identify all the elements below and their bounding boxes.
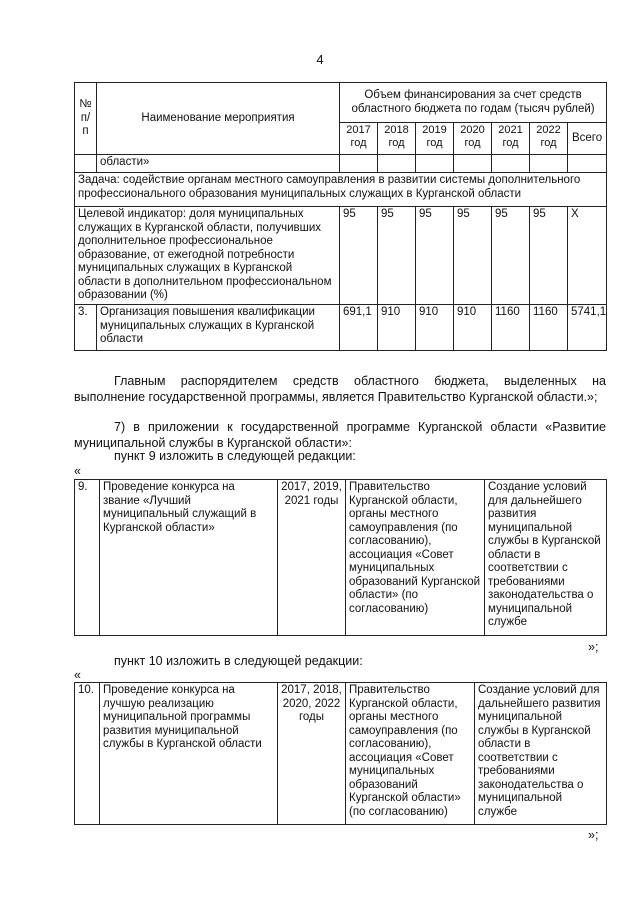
table-row (75, 305, 607, 351)
header-funding: Объем финансирования за счет средств областного бюджета по годам (тысяч рублей) (340, 83, 607, 123)
item-number: 9. (75, 480, 100, 636)
header-year: 2022 год (530, 123, 568, 155)
header-year: 2018 год (378, 123, 416, 155)
table-row (75, 683, 607, 825)
funding-table (74, 82, 607, 351)
indicator-value: 95 (454, 207, 492, 305)
row-number: 3. (75, 305, 97, 351)
paragraph-item9: пункт 9 изложить в следующей редакции: (114, 449, 356, 463)
item-result: Создание условий для дальнейшего развития муниципальной службы в Курганской области в соответствии с требованиями законодательства о муниципальной службе (475, 683, 607, 825)
row-value: 910 (416, 305, 454, 351)
task-cell: Задача: содействие органам местного самоуправления в развитии системы дополнительного профессионального образования муниципальных служащих в Курганской области (75, 173, 607, 207)
paragraph-item10: пункт 10 изложить в следующей редакции: (114, 654, 363, 668)
header-year: 2017 год (340, 123, 378, 155)
item9-table (74, 479, 607, 636)
item-executor: Правительство Курганской области, органы местного самоуправления (по согласованию), ассоциация «Совет муниципальных образований Курганской области» (по согласованию) (346, 683, 475, 825)
indicator-value: 95 (492, 207, 530, 305)
header-year: 2021 год (492, 123, 530, 155)
row-total: 5741,1 (568, 305, 607, 351)
row-value: 691,1 (340, 305, 378, 351)
item-result: Создание условий для дальнейшего развития муниципальной службы в Курганской области в соответствии с требованиями законодательства о муниципальной службе (485, 480, 607, 636)
header-name: Наименование мероприятия (97, 83, 340, 155)
item-executor: Правительство Курганской области, органы местного самоуправления (по согласованию), ассоциация «Совет муниципальных образований Курганской области» (по согласованию) (346, 480, 485, 636)
item10-table (74, 682, 607, 825)
open-quote: « (74, 464, 81, 478)
row-value: 910 (454, 305, 492, 351)
indicator-value: 95 (530, 207, 568, 305)
item-number: 10. (75, 683, 100, 825)
row-value: 1160 (530, 305, 568, 351)
header-number: № п/п (75, 83, 97, 155)
item-years: 2017, 2018, 2020, 2022 годы (278, 683, 346, 825)
header-year: 2020 год (454, 123, 492, 155)
header-year: 2019 год (416, 123, 454, 155)
row-value: 1160 (492, 305, 530, 351)
indicator-value: 95 (416, 207, 454, 305)
row-value: 910 (378, 305, 416, 351)
page-number: 4 (316, 52, 324, 67)
close-quote: »; (588, 640, 599, 654)
table-row (75, 207, 607, 305)
item-name: Проведение конкурса на звание «Лучший муниципальный служащий в Курганской области» (100, 480, 278, 636)
continuation-cell: области» (97, 155, 340, 173)
open-quote: « (74, 668, 81, 682)
indicator-total: Х (568, 207, 607, 305)
table-row (75, 155, 607, 173)
paragraph-appendix: 7) в приложении к государственной программе Курганской области «Развитие муниципальной службы в Курганской области»: (74, 420, 606, 450)
row-name: Организация повышения квалификации муниципальных служащих в Курганской области (97, 305, 340, 351)
indicator-value: 95 (340, 207, 378, 305)
table-row (75, 173, 607, 207)
header-total: Всего (568, 123, 607, 155)
indicator-name: Целевой индикатор: доля муниципальных служащих в Курганской области, получивших дополнительное профессиональное образование, от ежегодной потребности муниципальных служащих в Курганской области в дополнительном профессиональном образовании (%) (75, 207, 340, 305)
close-quote: »; (588, 828, 599, 842)
item-years: 2017, 2019, 2021 годы (278, 480, 346, 636)
item-name: Проведение конкурса на лучшую реализацию муниципальной программы развития муниципальной службы в Курганской области (100, 683, 278, 825)
indicator-value: 95 (378, 207, 416, 305)
paragraph-main-distributor: Главным распорядителем средств областного бюджета, выделенных на выполнение государственной программы, является Правительство Курганской области.»; (74, 374, 606, 404)
table-row (75, 480, 607, 636)
